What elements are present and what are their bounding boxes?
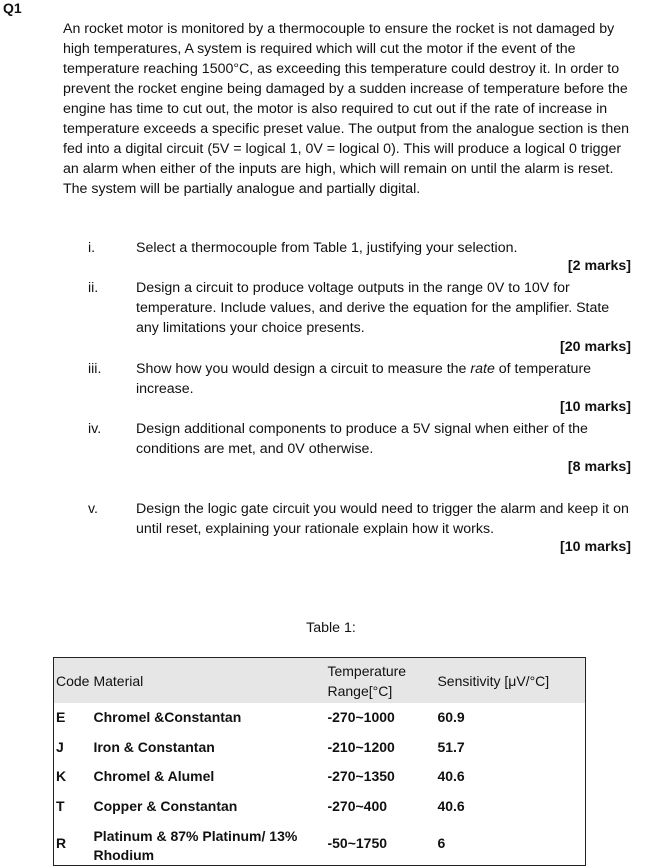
part-text: Design the logic gate circuit you would need to trigger the alarm and keep it on until reset, explaining your rationale explain how it works.: [136, 501, 629, 537]
cell-code: J: [56, 738, 64, 755]
cell-range: -210~1200: [327, 738, 395, 755]
part-number: v.: [88, 501, 98, 517]
part-iii: [63, 359, 633, 399]
cell-code: T: [56, 798, 65, 815]
cell-sensitivity: 6: [437, 834, 446, 851]
part-i: [63, 238, 633, 258]
table-row: [54, 762, 586, 792]
part-v-marks: [10 marks]: [560, 539, 631, 555]
cell-range: -50~1750: [327, 834, 388, 851]
table-row: [54, 792, 586, 822]
cell-code: E: [56, 709, 66, 726]
part-text: Select a thermocouple from Table 1, justifying your selection.: [136, 240, 518, 256]
part-iii-marks: [10 marks]: [560, 399, 631, 415]
cell-range: -270~1000: [327, 709, 395, 726]
cell-sensitivity: 40.6: [437, 798, 465, 815]
cell-material: Chromel &Constantan: [93, 709, 242, 726]
cell-material: Copper & Constantan: [93, 798, 238, 815]
part-iv: [63, 419, 633, 459]
part-number: iv.: [88, 421, 102, 437]
part-number: ii.: [88, 280, 99, 296]
part-v: [63, 499, 633, 539]
part-text: Design a circuit to produce voltage outputs in the range 0V to 10V for temperature. Include values, and derive the equation for the amplifier. State any limitations your choice presents.: [136, 280, 610, 336]
part-text: Design additional components to produce a 5V signal when either of the conditions are met, and 0V otherwise.: [136, 421, 588, 457]
thermocouple-table: [53, 657, 586, 866]
cell-sensitivity: 60.9: [437, 709, 465, 726]
cell-range: -270~400: [327, 798, 388, 815]
header-code: Code: [56, 672, 90, 689]
part-text-start: Show how you would design a circuit to measure the: [136, 361, 471, 377]
table-caption: Table 1:: [306, 620, 356, 636]
cell-material: Platinum & 87% Platinum/ 13% Rhodium: [93, 828, 298, 864]
part-number: iii.: [88, 361, 102, 377]
header-temperature: Temperature Range[°C]: [327, 662, 407, 699]
question-intro: [63, 19, 633, 199]
intro-paragraph: An rocket motor is monitored by a thermocouple to ensure the rocket is not damaged by high temperatures, A system is required which will cut the motor if the event of the temperature reaching 1500°C, as exceeding this temperature could destroy it. In order to prevent the rocket engine being damaged by a sudden increase of temperature before the engine has time to cut out, the motor is also required to cut out if the rate of increase in temperature exceeds a specific preset value. The output from the analogue section is then fed into a digital circuit (5V = logical 1, 0V = logical 0). This will produce a logical 0 trigger an alarm when either of the inputs are high, which will remain on until the alarm is reset.: [63, 21, 629, 177]
cell-range: -270~1350: [327, 768, 395, 785]
header-material: Material: [93, 672, 144, 689]
cell-sensitivity: 40.6: [437, 768, 465, 785]
part-number: i.: [88, 240, 96, 256]
table-row: [54, 733, 586, 763]
table-row: [54, 703, 586, 733]
part-ii-marks: [20 marks]: [560, 339, 631, 355]
part-iv-marks: [8 marks]: [567, 459, 631, 475]
part-text: [136, 359, 633, 399]
question-number: Q1: [3, 0, 22, 16]
table-row: [54, 821, 586, 866]
part-i-marks: [2 marks]: [567, 258, 631, 274]
cell-material: Iron & Constantan: [93, 738, 215, 755]
part-text-end: of temperature increase.: [136, 361, 592, 397]
header-sensitivity: Sensitivity [μV/°C]: [437, 672, 550, 689]
table-header-row: [54, 658, 586, 704]
part-text-emphasis: rate: [470, 361, 495, 377]
cell-code: K: [56, 768, 67, 785]
cell-material: Chromel & Alumel: [93, 768, 215, 785]
part-ii: [63, 278, 633, 338]
cell-sensitivity: 51.7: [437, 738, 465, 755]
cell-code: R: [56, 834, 67, 851]
intro-paragraph-2: The system will be partially analogue and partially digital.: [63, 181, 421, 197]
